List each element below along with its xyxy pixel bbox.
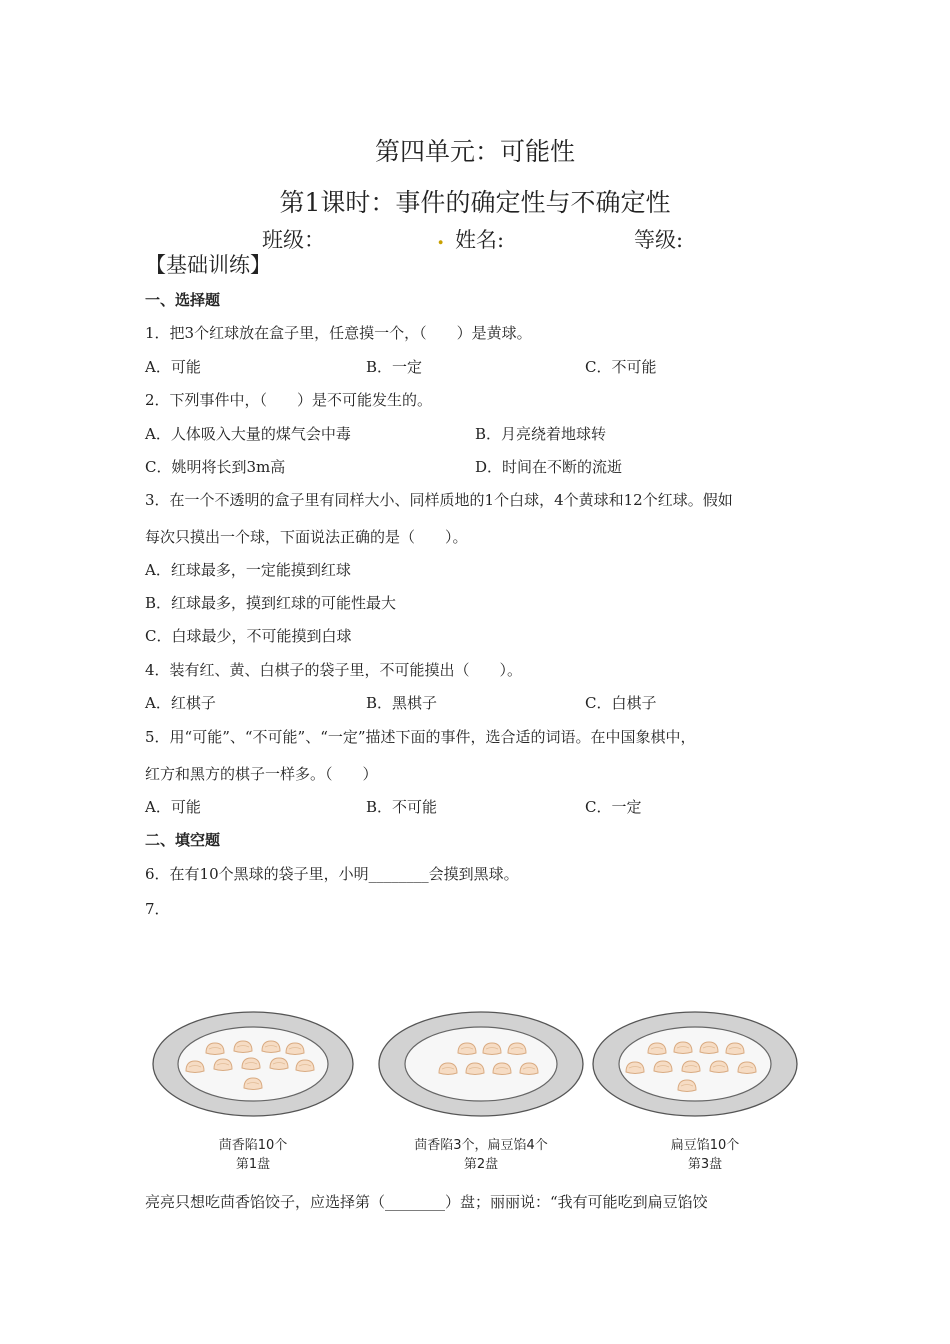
q2-option-d: D．时间在不断的流逝 (475, 458, 623, 476)
dumpling (738, 1062, 756, 1074)
plate-3-caption: 扁豆馅10个 (670, 1138, 740, 1153)
q4-option-c: C．白棋子 (585, 694, 657, 712)
q1-option-c: C．不可能 (585, 358, 657, 376)
dumpling (262, 1041, 280, 1053)
plate-1 (153, 1012, 353, 1116)
dumpling (682, 1061, 700, 1073)
separator-dot: . (437, 224, 445, 249)
plate-2 (379, 1012, 583, 1116)
plate-2-label: 第2盘 (463, 1157, 499, 1172)
question-3-line2: 每次只摸出一个球，下面说法正确的是（ ）。 (145, 528, 468, 546)
dumpling (710, 1061, 728, 1073)
unit-title: 第四单元：可能性 (374, 137, 575, 166)
dumpling (493, 1063, 511, 1075)
plate-1-label: 第1盘 (235, 1157, 271, 1172)
dumpling (214, 1059, 232, 1071)
dumpling-plates-figure (145, 1008, 810, 1176)
question-7-text: 亮亮只想吃茴香馅饺子，应选择第（________）盘；丽丽说：“我有可能吃到扁豆馅饺 (145, 1193, 708, 1211)
grade-label: 等级: (634, 228, 684, 252)
q2-option-b: B．月亮绕着地球转 (475, 425, 607, 443)
dumpling (296, 1060, 314, 1072)
q2-option-a: A．人体吸入大量的煤气会中毒 (145, 425, 351, 443)
dumpling (700, 1042, 718, 1054)
plate-3 (593, 1012, 797, 1116)
q4-option-a: A．红棋子 (145, 694, 216, 712)
question-1: 1．把3个红球放在盒子里，任意摸一个，（ ）是黄球。 (145, 324, 532, 342)
dumpling (466, 1063, 484, 1075)
dumpling (674, 1042, 692, 1054)
dumpling (286, 1043, 304, 1055)
question-5-line2: 红方和黑方的棋子一样多。（ ） (145, 765, 378, 783)
q4-option-b: B．黑棋子 (366, 694, 438, 712)
question-4: 4．装有红、黄、白棋子的袋子里，不可能摸出（ ）。 (145, 661, 523, 679)
question-3-line1: 3．在一个不透明的盒子里有同样大小、同样质地的1个白球，4个黄球和12个红球。假如 (145, 491, 733, 509)
q2-option-c: C．姚明将长到3m高 (145, 458, 286, 476)
class-label: 班级： (262, 228, 325, 252)
dumpling (234, 1041, 252, 1053)
q3-option-b: B．红球最多，摸到红球的可能性最大 (145, 594, 397, 612)
dumpling (508, 1043, 526, 1055)
plate-3-label: 第3盘 (687, 1157, 723, 1172)
dumpling (520, 1063, 538, 1075)
question-5-line1: 5．用“可能”、“不可能”、“一定”描述下面的事件，选合适的词语。在中国象棋中， (145, 728, 696, 746)
dumpling (439, 1063, 457, 1075)
dumpling (483, 1043, 501, 1055)
name-label: 姓名: (455, 228, 505, 252)
dumpling (206, 1043, 224, 1055)
question-6: 6．在有10个黑球的袋子里，小明________会摸到黑球。 (145, 865, 519, 883)
q1-option-b: B．一定 (366, 358, 423, 376)
q3-option-c: C．白球最少，不可能摸到白球 (145, 627, 352, 645)
section-multiple-choice: 一、选择题 (145, 291, 221, 309)
dumpling (726, 1043, 744, 1055)
dumpling (186, 1061, 204, 1073)
section-fill-in: 二、填空题 (145, 831, 221, 849)
question-2: 2．下列事件中，（ ）是不可能发生的。 (145, 391, 433, 409)
dumpling (244, 1078, 262, 1090)
dumpling (648, 1043, 666, 1055)
lesson-title: 第1课时：事件的确定性与不确定性 (279, 188, 671, 217)
dumpling (242, 1058, 260, 1070)
section-basic-training: 【基础训练】 (145, 253, 271, 277)
q5-option-c: C．一定 (585, 798, 642, 816)
q5-option-a: A．可能 (145, 798, 201, 816)
q3-option-a: A．红球最多，一定能摸到红球 (145, 561, 351, 579)
dumpling (270, 1058, 288, 1070)
question-7-number: 7． (145, 900, 170, 918)
dumpling (654, 1061, 672, 1073)
dumpling (458, 1043, 476, 1055)
q1-option-a: A．可能 (145, 358, 201, 376)
plate-1-caption: 茴香陷10个 (218, 1138, 288, 1153)
q5-option-b: B．不可能 (366, 798, 438, 816)
dumpling (678, 1080, 696, 1092)
dumpling (626, 1062, 644, 1074)
plate-2-caption: 茴香陷3个，扁豆馅4个 (414, 1138, 548, 1153)
